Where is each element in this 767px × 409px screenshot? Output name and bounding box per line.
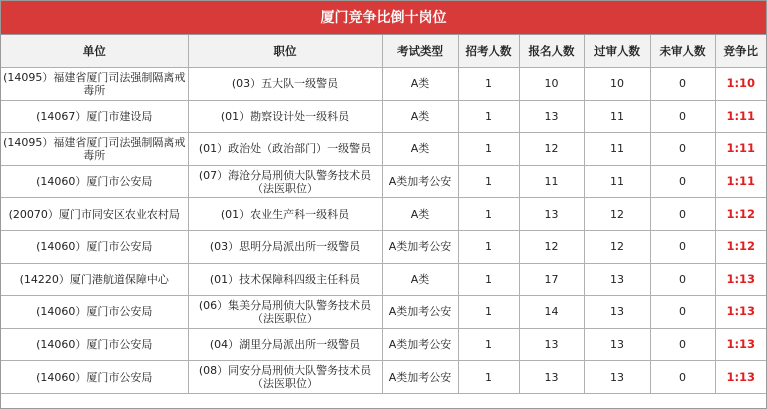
table-row bbox=[1, 165, 766, 198]
cell-quota: 1 bbox=[458, 328, 519, 361]
cell-position: (08）同安分局刑侦大队警务技术员（法医职位） bbox=[188, 361, 382, 394]
cell-unit: (14067）厦门市建设局 bbox=[1, 100, 188, 133]
cell-passed: 13 bbox=[584, 361, 650, 394]
cell-passed: 12 bbox=[584, 230, 650, 263]
cell-unit: (14060）厦门市公安局 bbox=[1, 230, 188, 263]
cell-position: (01）农业生产科一级科员 bbox=[188, 198, 382, 231]
cell-ratio: 1:11 bbox=[715, 165, 766, 198]
cell-pending: 0 bbox=[650, 68, 715, 101]
table-row bbox=[1, 198, 766, 231]
cell-exam-type: A类加考公安 bbox=[382, 230, 458, 263]
table-row bbox=[1, 133, 766, 166]
cell-ratio: 1:13 bbox=[715, 296, 766, 329]
cell-passed: 11 bbox=[584, 165, 650, 198]
cell-quota: 1 bbox=[458, 198, 519, 231]
cell-pending: 0 bbox=[650, 263, 715, 296]
cell-applied: 12 bbox=[519, 230, 584, 263]
cell-exam-type: A类加考公安 bbox=[382, 361, 458, 394]
cell-position: (01）技术保障科四级主任科员 bbox=[188, 263, 382, 296]
cell-quota: 1 bbox=[458, 100, 519, 133]
cell-quota: 1 bbox=[458, 230, 519, 263]
cell-position: (07）海沧分局刑侦大队警务技术员（法医职位） bbox=[188, 165, 382, 198]
cell-passed: 13 bbox=[584, 263, 650, 296]
cell-exam-type: A类 bbox=[382, 100, 458, 133]
cell-exam-type: A类加考公安 bbox=[382, 296, 458, 329]
header-passed: 过审人数 bbox=[584, 35, 650, 68]
table-row bbox=[1, 230, 766, 263]
cell-ratio: 1:11 bbox=[715, 133, 766, 166]
cell-applied: 14 bbox=[519, 296, 584, 329]
cell-applied: 13 bbox=[519, 198, 584, 231]
cell-passed: 10 bbox=[584, 68, 650, 101]
table-row bbox=[1, 68, 766, 101]
cell-quota: 1 bbox=[458, 68, 519, 101]
cell-passed: 12 bbox=[584, 198, 650, 231]
cell-exam-type: A类 bbox=[382, 263, 458, 296]
cell-applied: 12 bbox=[519, 133, 584, 166]
cell-passed: 11 bbox=[584, 100, 650, 133]
table-row bbox=[1, 296, 766, 329]
cell-applied: 13 bbox=[519, 328, 584, 361]
header-row bbox=[1, 35, 766, 68]
cell-quota: 1 bbox=[458, 263, 519, 296]
cell-pending: 0 bbox=[650, 361, 715, 394]
cell-ratio: 1:11 bbox=[715, 100, 766, 133]
cell-unit: (14095）福建省厦门司法强制隔离戒毒所 bbox=[1, 68, 188, 101]
cell-pending: 0 bbox=[650, 165, 715, 198]
header-quota: 招考人数 bbox=[458, 35, 519, 68]
header-exam-type: 考试类型 bbox=[382, 35, 458, 68]
cell-pending: 0 bbox=[650, 328, 715, 361]
cell-position: (01）勘察设计处一级科员 bbox=[188, 100, 382, 133]
cell-exam-type: A类加考公安 bbox=[382, 165, 458, 198]
cell-ratio: 1:13 bbox=[715, 263, 766, 296]
cell-ratio: 1:13 bbox=[715, 361, 766, 394]
cell-applied: 17 bbox=[519, 263, 584, 296]
table-row bbox=[1, 100, 766, 133]
header-applied: 报名人数 bbox=[519, 35, 584, 68]
header-pending: 未审人数 bbox=[650, 35, 715, 68]
cell-exam-type: A类加考公安 bbox=[382, 328, 458, 361]
cell-exam-type: A类 bbox=[382, 68, 458, 101]
cell-position: (04）湖里分局派出所一级警员 bbox=[188, 328, 382, 361]
cell-ratio: 1:10 bbox=[715, 68, 766, 101]
cell-applied: 13 bbox=[519, 100, 584, 133]
cell-position: (01）政治处（政治部门）一级警员 bbox=[188, 133, 382, 166]
cell-applied: 13 bbox=[519, 361, 584, 394]
header-ratio: 竞争比 bbox=[715, 35, 766, 68]
table-row bbox=[1, 328, 766, 361]
cell-unit: (14220）厦门港航道保障中心 bbox=[1, 263, 188, 296]
cell-unit: (14060）厦门市公安局 bbox=[1, 165, 188, 198]
cell-quota: 1 bbox=[458, 296, 519, 329]
cell-pending: 0 bbox=[650, 296, 715, 329]
cell-pending: 0 bbox=[650, 100, 715, 133]
cell-position: (03）五大队一级警员 bbox=[188, 68, 382, 101]
cell-quota: 1 bbox=[458, 133, 519, 166]
cell-ratio: 1:13 bbox=[715, 328, 766, 361]
cell-position: (03）思明分局派出所一级警员 bbox=[188, 230, 382, 263]
cell-unit: (14095）福建省厦门司法强制隔离戒毒所 bbox=[1, 133, 188, 166]
cell-exam-type: A类 bbox=[382, 133, 458, 166]
cell-quota: 1 bbox=[458, 361, 519, 394]
cell-passed: 13 bbox=[584, 328, 650, 361]
cell-passed: 11 bbox=[584, 133, 650, 166]
cell-pending: 0 bbox=[650, 133, 715, 166]
cell-ratio: 1:12 bbox=[715, 230, 766, 263]
cell-unit: (20070）厦门市同安区农业农村局 bbox=[1, 198, 188, 231]
table-title: 厦门竞争比倒十岗位 bbox=[1, 1, 766, 35]
cell-pending: 0 bbox=[650, 230, 715, 263]
header-unit: 单位 bbox=[1, 35, 188, 68]
cell-ratio: 1:12 bbox=[715, 198, 766, 231]
cell-unit: (14060）厦门市公安局 bbox=[1, 296, 188, 329]
cell-applied: 10 bbox=[519, 68, 584, 101]
table-row bbox=[1, 263, 766, 296]
cell-quota: 1 bbox=[458, 165, 519, 198]
cell-passed: 13 bbox=[584, 296, 650, 329]
cell-exam-type: A类 bbox=[382, 198, 458, 231]
header-position: 职位 bbox=[188, 35, 382, 68]
cell-unit: (14060）厦门市公安局 bbox=[1, 361, 188, 394]
cell-position: (06）集美分局刑侦大队警务技术员（法医职位） bbox=[188, 296, 382, 329]
competition-table bbox=[1, 35, 766, 394]
table-row bbox=[1, 361, 766, 394]
cell-pending: 0 bbox=[650, 198, 715, 231]
cell-unit: (14060）厦门市公安局 bbox=[1, 328, 188, 361]
cell-applied: 11 bbox=[519, 165, 584, 198]
